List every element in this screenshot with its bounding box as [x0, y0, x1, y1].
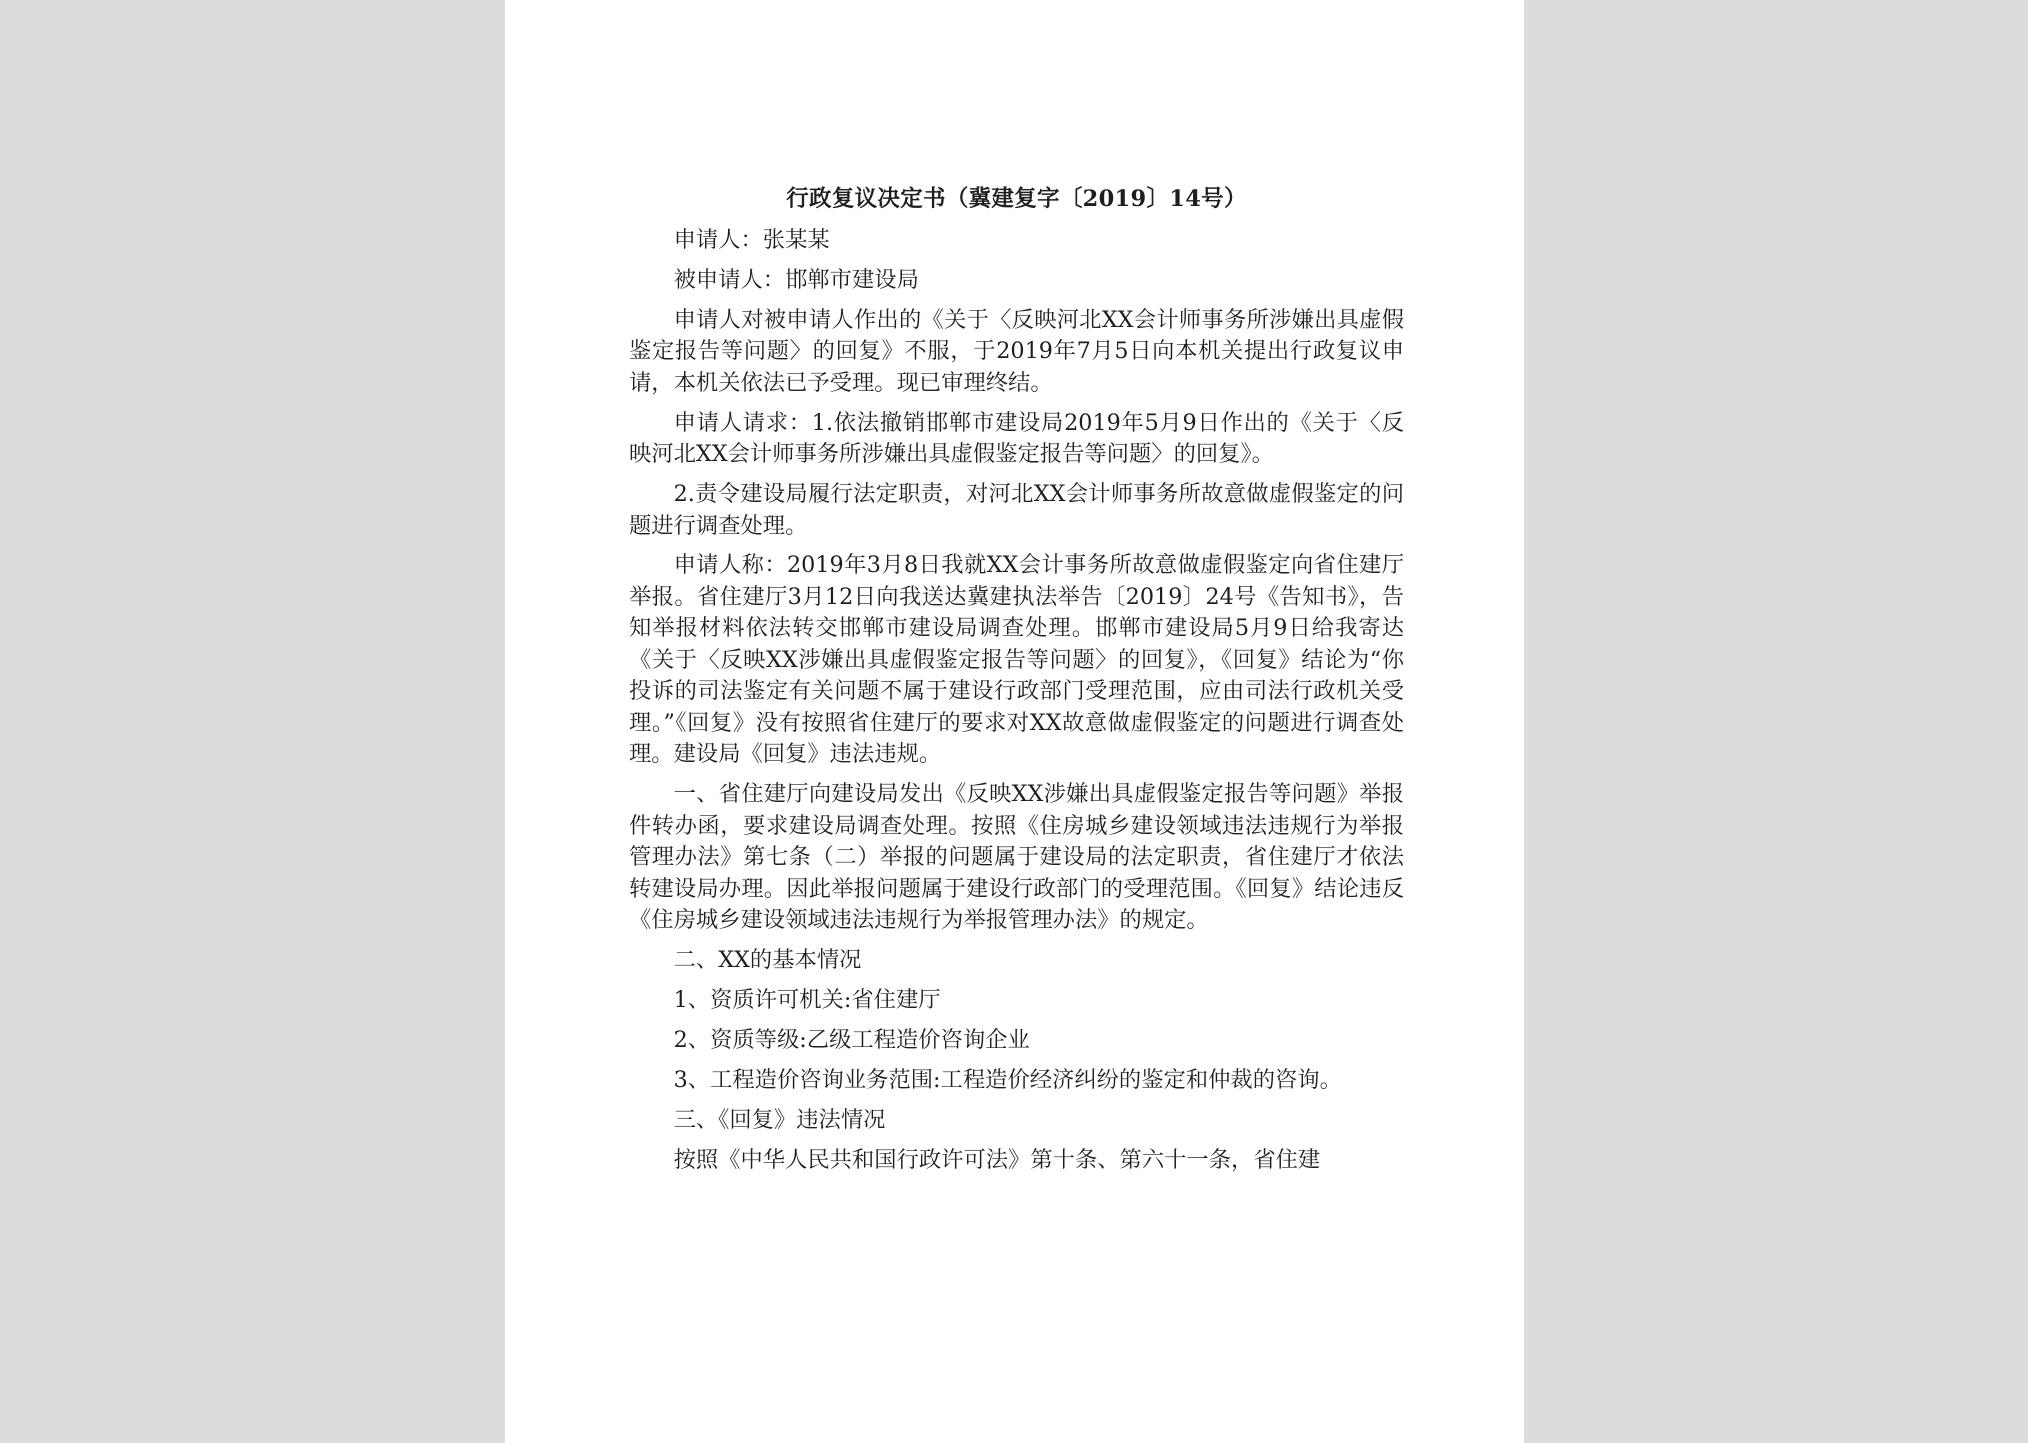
- list-item: 3、工程造价咨询业务范围:工程造价经济纠纷的鉴定和仲裁的咨询。: [673, 1066, 1342, 1093]
- section-one-paragraph: 一、省住建厅向建设局发出《反映XX涉嫌出具虚假鉴定报告等问题》举报件转办函，要求建设局调查处理。按照《住房城乡建设领域违法违规行为举报管理办法》第七条（二）举报的问题属于建设局的法定职责，省住建厅才依法转建设局办理。因此举报问题属于建设行政部门的受理范围。《回复》结论违反《住房城乡建设领域违法违规行为举报管理办法》的规定。: [629, 781, 1404, 934]
- respondent-line: 被申请人：邯郸市建设局: [673, 266, 919, 293]
- section-three-heading: 三、《回复》违法情况: [673, 1106, 886, 1133]
- claim-paragraph: 申请人称：2019年3月8日我就XX会计事务所故意做虚假鉴定向省住建厅举报。省住建厅3月12日向我送达冀建执法举告〔2019〕24号《告知书》，告知举报材料依法转交邯郸市建设局调查处理。邯郸市建设局5月9日给我寄达《关于〈反映XX涉嫌出具虚假鉴定报告等问题〉的回复》，《回复》结论为“你投诉的司法鉴定有关问题不属于建设行政部门受理范围，应由司法行政机关受理。”《回复》没有按照省住建厅的要求对XX故意做虚假鉴定的问题进行调查处理。建设局《回复》违法违规。: [629, 552, 1404, 768]
- document-content: [629, 183, 1404, 1185]
- applicant-line: 申请人：张某某: [673, 227, 830, 253]
- section-two-heading: 二、XX的基本情况: [673, 947, 862, 974]
- request-paragraph-2: 2.责令建设局履行法定职责，对河北XX会计师事务所故意做虚假鉴定的问题进行调查处理。: [629, 481, 1404, 539]
- document-title: 行政复议决定书（冀建复字〔2019〕14号）: [786, 186, 1247, 212]
- list-item: 2、资质等级:乙级工程造价咨询企业: [673, 1027, 1030, 1054]
- request-paragraph-1: 申请人请求：1.依法撤销邯郸市建设局2019年5月9日作出的《关于〈反映河北XX会计师事务所涉嫌出具虚假鉴定报告等问题〉的回复》。: [629, 409, 1404, 468]
- intro-paragraph: 申请人对被申请人作出的《关于〈反映河北XX会计师事务所涉嫌出具虚假鉴定报告等问题〉的回复》不服，于2019年7月5日向本机关提出行政复议申请，本机关依法已予受理。现已审理终结。: [629, 306, 1404, 396]
- document-page: [505, 0, 1524, 1443]
- list-item: 1、资质许可机关:省住建厅: [673, 987, 941, 1014]
- closing-paragraph: 按照《中华人民共和国行政许可法》第十条、第六十一条，省住建: [673, 1146, 1321, 1173]
